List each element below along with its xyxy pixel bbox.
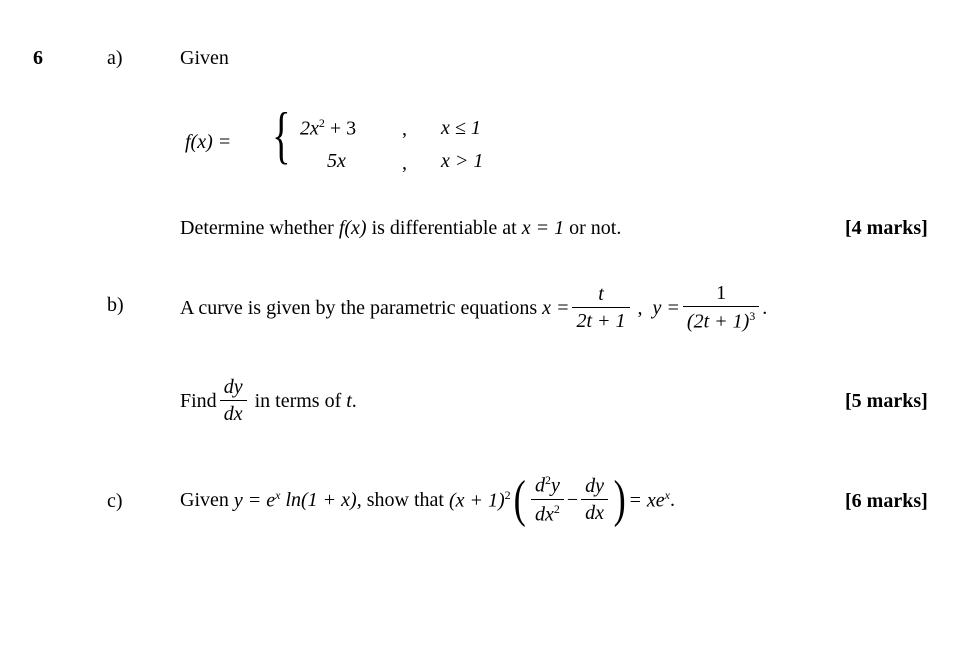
case-2-expr: 5x — [327, 150, 346, 172]
part-c-marks: [6 marks] — [845, 490, 928, 512]
function-lhs: f(x) = — [185, 131, 232, 153]
dydx-fraction: $\frac{dy}{dx}$ — [220, 376, 247, 426]
part-a-intro: Given — [180, 47, 229, 69]
x-fraction: $\frac{t}{2t + 1}$ — [572, 283, 629, 333]
second-derivative-fraction: $\frac{d^2y}{dx^2}$ — [531, 473, 564, 526]
part-b-label: b) — [107, 294, 124, 316]
case-1-sep: , — [402, 118, 407, 140]
question-number: 6 — [33, 47, 43, 69]
y-fraction: $\frac{1}{(2t + 1)^3}$ — [683, 282, 759, 334]
case-1-expr: $2x^2 + 3$ — [300, 116, 357, 140]
part-a-marks: [4 marks] — [845, 217, 928, 239]
part-b-find: Find $\frac{dy}{dx}$ in terms of t . — [180, 376, 357, 425]
case-2-sep: , — [402, 152, 407, 174]
part-b-statement: A curve is given by the parametric equations x = $\frac{t}{2t + 1}$ , y = $\frac{1}{(2t + 1)^3}$ . — [180, 282, 768, 333]
part-a-task: Determine whether f(x) is differentiable at x = 1 or not. — [180, 217, 622, 239]
left-brace: { — [272, 99, 291, 170]
part-c-statement: Given $y = e^x$ ln(1 + x) , show that $(x + 1)^2$ ( $\frac{d^2y}{dx^2}$ − $\frac{dy}{dx}$ ) = $xe^x$ . — [180, 471, 675, 528]
case-1-cond: x ≤ 1 — [441, 117, 481, 139]
part-c-label: c) — [107, 490, 123, 512]
case-2-cond: x > 1 — [441, 150, 484, 172]
part-a-label: a) — [107, 47, 123, 69]
first-derivative-fraction: $\frac{dy}{dx}$ — [581, 475, 608, 525]
part-b-marks: [5 marks] — [845, 390, 928, 412]
